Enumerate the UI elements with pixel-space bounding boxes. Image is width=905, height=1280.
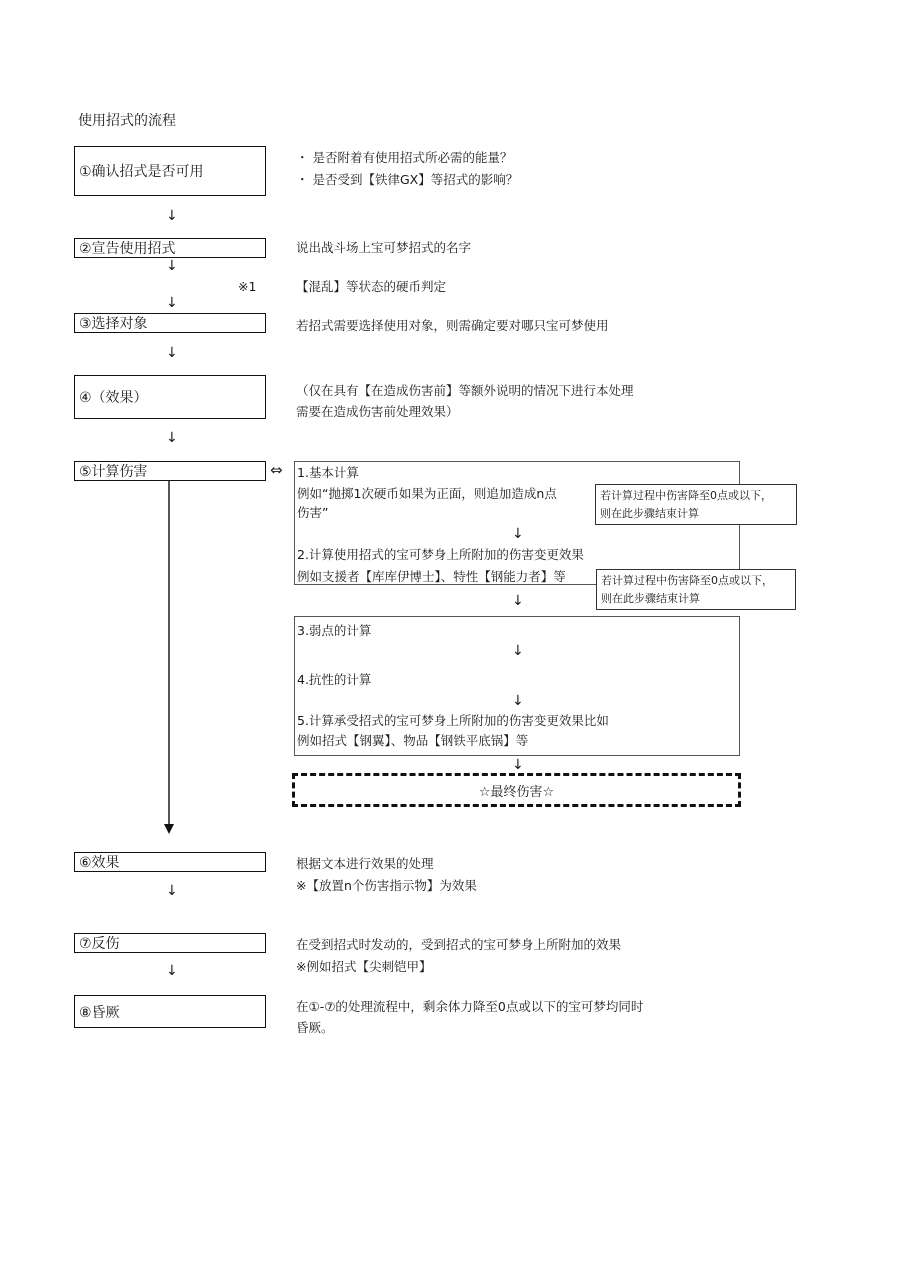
damage-step-4-title: 4.抗性的计算 [297,672,372,687]
double-arrow-icon: ⇔ [270,461,283,479]
step-6-desc-line-2: ※【放置n个伤害指示物】为效果 [296,878,477,893]
note-box-1 [595,484,797,525]
damage-step-1-example-line-2: 伤害” [297,505,329,520]
page-title: 使用招式的流程 [78,113,176,129]
step-3-label: ③选择对象 [79,316,148,332]
damage-step-3-title: 3.弱点的计算 [297,623,372,638]
step-6-box [74,852,266,872]
step-1-label: ①确认招式是否可用 [79,164,204,180]
step-8-desc-line-1: 在①-⑦的处理流程中，剩余体力降至0点或以下的宝可梦均同时 [296,999,644,1014]
note-2-line-2: 则在此步骤结束计算 [601,592,700,605]
step-4-label: ④（效果） [79,390,148,406]
step-6-label: ⑥效果 [79,855,120,871]
damage-step-5-title: 5.计算承受招式的宝可梦身上所附加的伤害变更效果比如 [297,713,609,728]
step-8-desc-line-2: 昏厥。 [296,1020,334,1035]
flow-arrow-1: ↓ [166,208,178,224]
damage-arrow-3: ↓ [512,643,524,659]
interstep-mark: ※1 [238,279,257,294]
step-8-box [74,995,266,1028]
damage-arrow-5: ↓ [512,757,524,773]
flow-arrow-4: ↓ [166,430,178,446]
step-7-desc-line-2: ※例如招式【尖刺铠甲】 [296,959,432,974]
damage-arrow-1: ↓ [512,526,524,542]
step-1-desc-line-1: ・ 是否附着有使用招式所必需的能量？ [296,150,513,165]
step-2-desc: 说出战斗场上宝可梦招式的名字 [296,240,472,255]
step-4-desc-line-1: （仅在具有【在造成伤害前】等额外说明的情况下进行本处理 [296,383,634,398]
flow-arrow-3: ↓ [166,345,178,361]
flow-arrow-7: ↓ [166,963,178,979]
final-damage-box [292,773,741,807]
damage-step-5-example: 例如招式【钢翼】、物品【钢铁平底锅】等 [297,733,529,748]
step-7-label: ⑦反伤 [79,936,120,952]
note-2-line-1: 若计算过程中伤害降至0点或以下， [601,574,773,587]
step-7-box [74,933,266,953]
step-1-desc-line-2: ・ 是否受到【铁律GX】等招式的影响？ [296,172,519,187]
step-4-desc-line-2: 需要在造成伤害前处理效果） [296,404,459,419]
step-8-label: ⑧昏厥 [79,1004,120,1021]
step-7-desc-line-1: 在受到招式时发动的，受到招式的宝可梦身上所附加的效果 [296,937,622,952]
note-1-line-1: 若计算过程中伤害降至0点或以下， [600,489,772,502]
step-3-desc: 若招式需要选择使用对象，则需确定要对哪只宝可梦使用 [296,318,609,333]
final-damage-label: ☆最终伤害☆ [478,784,555,800]
note-box-2 [596,569,796,610]
damage-arrow-4: ↓ [512,693,524,709]
damage-arrow-2: ↓ [512,593,524,609]
note-1-line-2: 则在此步骤结束计算 [600,507,699,520]
damage-step-1-example-line-1: 例如“抛掷1次硬币如果为正面，则追加造成n点 [297,486,557,501]
step-5-label: ⑤计算伤害 [79,464,148,480]
damage-step-2-title: 2.计算使用招式的宝可梦身上所附加的伤害变更效果 [297,547,584,562]
interstep-text: 【混乱】等状态的硬币判定 [296,279,447,294]
flow-arrow-6: ↓ [166,883,178,899]
damage-step-2-example: 例如支援者【库库伊博士】、特性【钢能力者】等 [297,569,566,584]
step-6-desc-line-1: 根据文本进行效果的处理 [296,856,434,871]
flow-arrow-2b: ↓ [166,295,178,311]
flow-arrow-2a: ↓ [166,258,178,274]
step-2-label: ②宣告使用招式 [79,241,176,257]
damage-step-1-title: 1.基本计算 [297,465,359,480]
long-arrow-head [164,824,174,834]
